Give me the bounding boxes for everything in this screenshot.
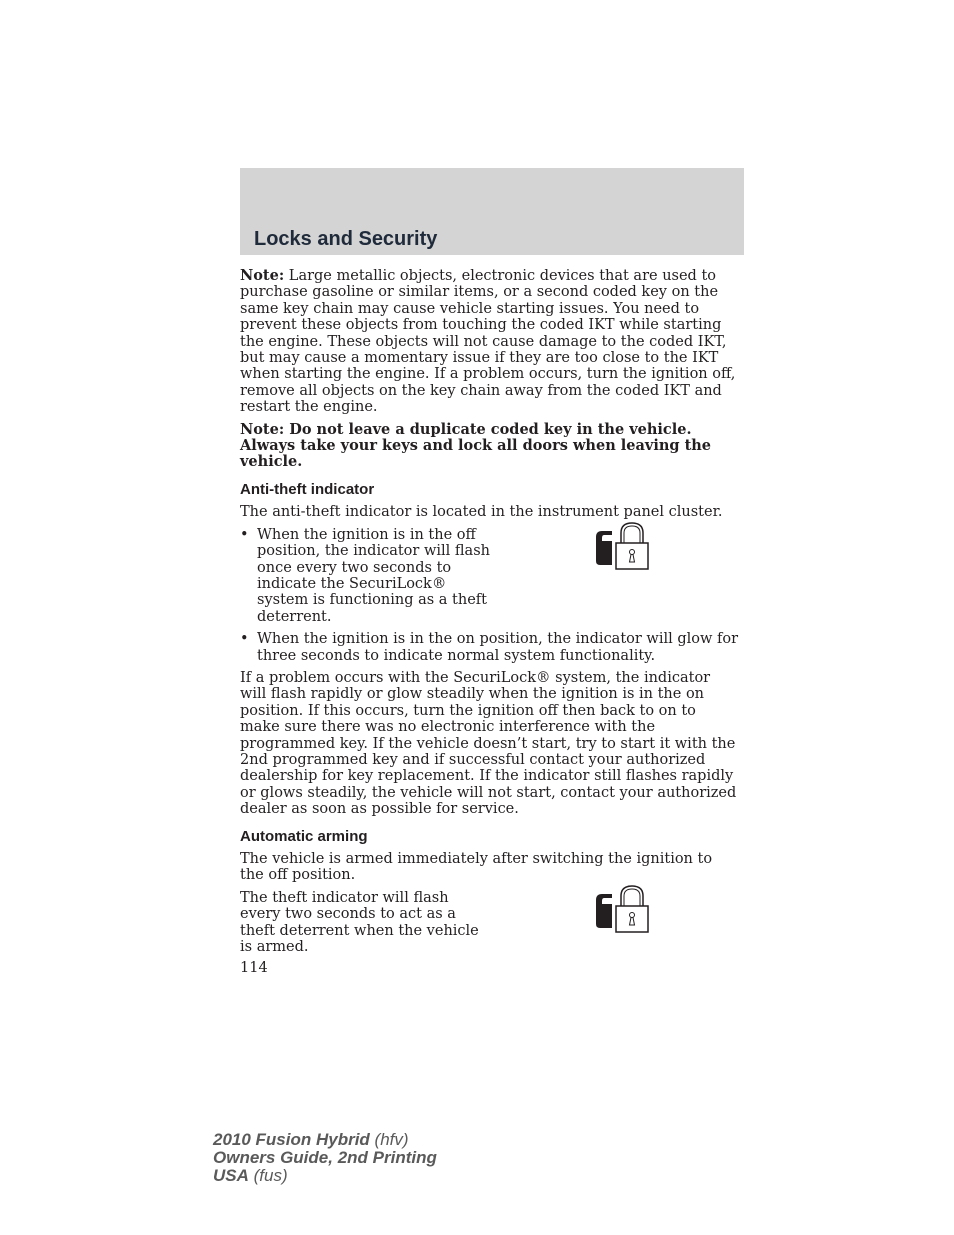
car-padlock-icon <box>592 521 652 571</box>
section-header-band <box>240 168 744 255</box>
footer-line-2: Owners Guide, 2nd Printing <box>213 1148 437 1167</box>
warning-note: Note: Do not leave a duplicate coded key in the vehicle. Always take your keys and lock all doors when leaving the vehicle. <box>240 420 712 471</box>
theft-indicator-paragraph: The theft indicator will flash every two seconds to act as a theft deterrent when the vehicle is armed. <box>240 889 479 956</box>
footer <box>213 1131 437 1185</box>
footer-line-3: USA (fus) <box>213 1166 288 1185</box>
arming-paragraph: The vehicle is armed immediately after switching the ignition to the off position. <box>240 851 713 884</box>
note-label: Note: <box>240 267 285 284</box>
page-title: Locks and Security <box>254 228 438 250</box>
paragraph-with-icon <box>240 890 740 956</box>
list-item: • When the ignition is in the off position, the indicator will flash once every two seconds to indicate the SecuriLock® system is functioning as a theft deterrent. <box>240 527 497 625</box>
list-item: • When the ignition is in the on position, the indicator will glow for three seconds to indicate normal system functionality. <box>240 631 740 664</box>
anti-theft-heading: Anti-theft indicator <box>240 480 375 498</box>
automatic-arming-heading: Automatic arming <box>240 827 368 845</box>
footer-line-1: 2010 Fusion Hybrid (hfv) <box>213 1130 409 1149</box>
note-text: Large metallic objects, electronic devices that are used to purchase gasoline or similar items, or a second coded key on the same key chain may cause vehicle starting issues. You need to prevent these objects from touching the coded IKT while starting the engine. These objects will not cause damage to the coded IKT, but may cause a momentary issue if they are too close to the IKT when starting the engine. If a problem occurs, turn the ignition off, remove all objects on the key chain away from the coded IKT and restart the engine. <box>240 268 736 416</box>
note-paragraph <box>240 268 740 416</box>
car-padlock-icon <box>592 884 652 934</box>
troubleshooting-paragraph: If a problem occurs with the SecuriLock® system, the indicator will flash rapidly or glow steadily when the ignition is in the on position. If this occurs, turn the ignition off then back to on to make sure there was no electronic interference with the programmed key. If the vehicle doesn’t start, try to start it with the 2nd programmed key and if successful contact your authorized dealership for key replacement. If the indicator still flashes rapidly or glows steadily, the vehicle will not start, contact your authorized dealer as soon as possible for service. <box>240 669 737 818</box>
anti-theft-intro: The anti-theft indicator is located in the instrument panel cluster. <box>240 504 723 521</box>
main-content <box>240 268 740 961</box>
page-number: 114 <box>240 960 268 976</box>
bullet-with-icon <box>240 527 740 625</box>
